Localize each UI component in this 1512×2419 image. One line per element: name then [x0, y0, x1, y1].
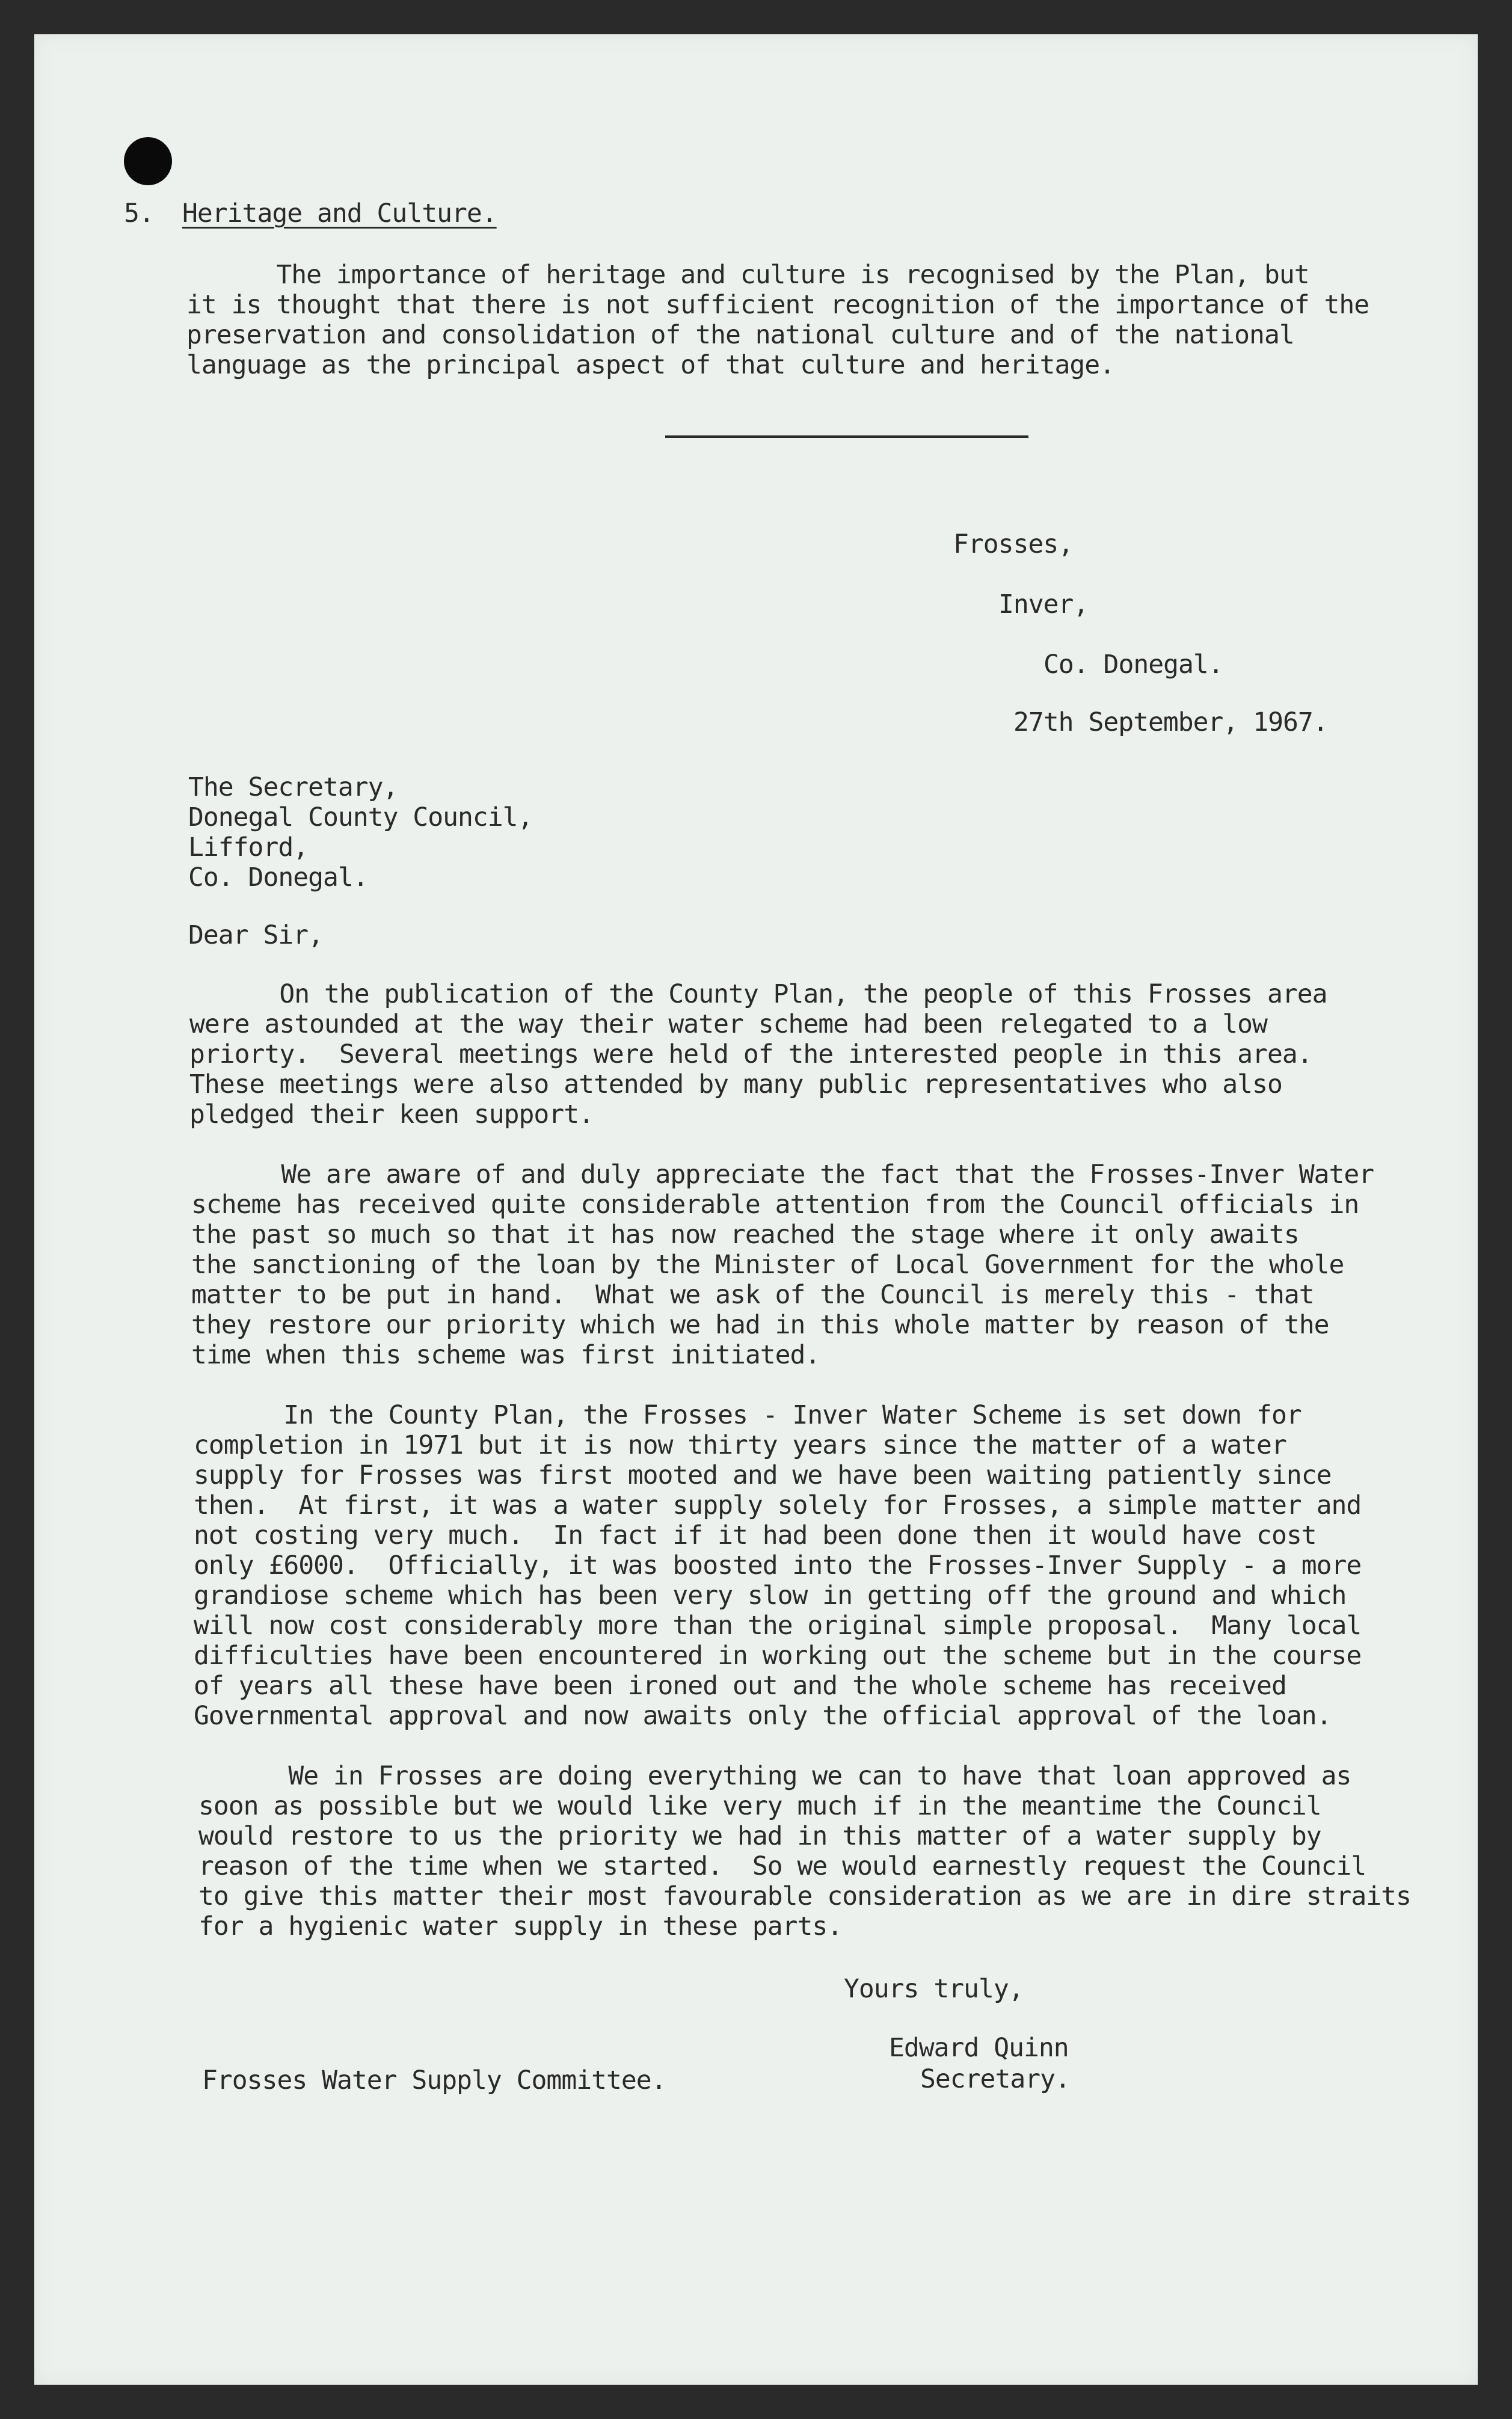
section-number: 5.	[124, 198, 154, 229]
address-line: Inver,	[998, 589, 1089, 619]
letter-date: 27th September, 1967.	[1013, 707, 1328, 737]
letter-paragraph	[194, 1400, 1361, 1731]
salutation: Dear Sir,	[188, 920, 323, 950]
text-line: In the County Plan, the Frosses - Inver Water Scheme is set down for	[194, 1400, 1301, 1430]
text-line: We are aware of and duly appreciate the fact that the Frosses-Inver Water	[191, 1160, 1374, 1190]
signatory-name: Edward Quinn	[889, 2033, 1069, 2063]
text-line: reason of the time when we started. So we would earnestly request the Council	[198, 1851, 1366, 1881]
punch-hole	[124, 137, 172, 185]
text-line: language as the principal aspect of that culture and heritage.	[186, 350, 1115, 380]
closing: Yours truly,	[844, 1974, 1024, 2004]
address-line: Co. Donegal.	[1043, 650, 1223, 680]
text-line: the sanctioning of the loan by the Minister of Local Government for the whole	[191, 1250, 1344, 1280]
text-line: scheme has received quite considerable attention from the Council officials in	[191, 1190, 1359, 1220]
text-line: completion in 1971 but it is now thirty years since the matter of a water	[194, 1430, 1286, 1460]
text-line: for a hygienic water supply in these parts.	[198, 1911, 843, 1941]
divider-rule	[665, 435, 1028, 438]
section-title: Heritage and Culture.	[182, 198, 497, 229]
letter-paragraph	[191, 1160, 1374, 1370]
text-line: soon as possible but we would like very much if in the meantime the Council	[198, 1791, 1321, 1821]
text-line: priorty. Several meetings were held of the interested people in this area.	[189, 1039, 1312, 1069]
text-line: they restore our priority which we had in this whole matter by reason of the	[191, 1310, 1329, 1340]
text-line: On the publication of the County Plan, the people of this Frosses area	[189, 979, 1327, 1009]
text-line: Governmental approval and now awaits only the official approval of the loan.	[194, 1701, 1332, 1731]
text-line: were astounded at the way their water scheme had been relegated to a low	[189, 1009, 1267, 1039]
text-line: it is thought that there is not sufficient recognition of the importance of the	[186, 290, 1369, 320]
recipient-line: The Secretary,	[188, 772, 398, 802]
organisation-name: Frosses Water Supply Committee.	[202, 2065, 666, 2095]
letter-paragraph	[189, 979, 1327, 1130]
text-line: pledged their keen support.	[189, 1099, 594, 1130]
text-line: will now cost considerably more than the original simple proposal. Many local	[194, 1611, 1362, 1641]
recipient-address	[188, 772, 532, 893]
text-line: not costing very much. In fact if it had been done then it would have cost	[194, 1520, 1317, 1551]
text-line: to give this matter their most favourable consideration as we are in dire straits	[198, 1881, 1411, 1911]
text-line: of years all these have been ironed out and the whole scheme has received	[194, 1671, 1286, 1701]
recipient-line: Co. Donegal.	[188, 862, 368, 893]
recipient-line: Donegal County Council,	[188, 802, 533, 832]
text-line: These meetings were also attended by many public representatives who also	[189, 1069, 1282, 1099]
signatory-title: Secretary.	[920, 2064, 1070, 2094]
address-line: Frosses,	[953, 529, 1074, 559]
section-paragraph	[186, 260, 1369, 380]
text-line: time when this scheme was first initiated.	[191, 1340, 820, 1370]
text-line: supply for Frosses was first mooted and we have been waiting patiently since	[194, 1460, 1332, 1490]
recipient-line: Lifford,	[188, 832, 309, 862]
text-line: The importance of heritage and culture is recognised by the Plan, but	[186, 260, 1309, 290]
text-line: difficulties have been encountered in working out the scheme but in the course	[194, 1641, 1362, 1671]
text-line: the past so much so that it has now reached the stage where it only awaits	[191, 1220, 1299, 1250]
text-line: matter to be put in hand. What we ask of the Council is merely this - that	[191, 1280, 1314, 1310]
text-line: then. At first, it was a water supply solely for Frosses, a simple matter and	[194, 1490, 1362, 1520]
text-line: grandiose scheme which has been very slow in getting off the ground and which	[194, 1581, 1347, 1611]
text-line: preservation and consolidation of the national culture and of the national	[186, 320, 1294, 350]
text-line: We in Frosses are doing everything we can to have that loan approved as	[198, 1761, 1351, 1791]
text-line: would restore to us the priority we had in this matter of a water supply by	[198, 1821, 1321, 1851]
text-line: only £6000. Officially, it was boosted into the Frosses-Inver Supply - a more	[194, 1551, 1362, 1581]
letter-paragraph	[198, 1761, 1411, 1941]
